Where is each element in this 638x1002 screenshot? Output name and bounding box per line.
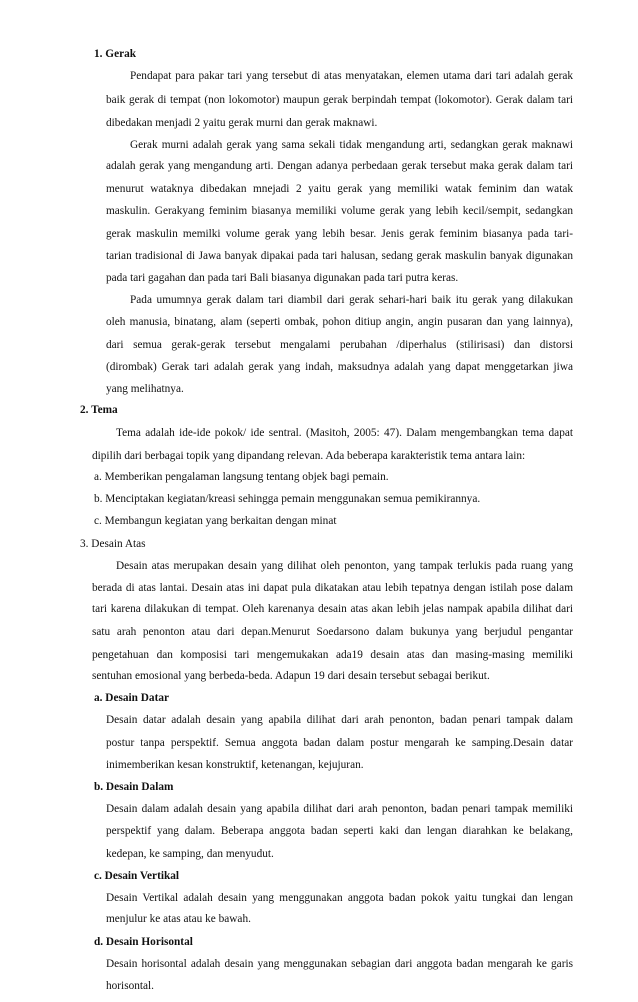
paragraph-line: menjulur ke atas atau ke bawah. bbox=[106, 913, 251, 926]
list-item: b. Menciptakan kegiatan/kreasi sehingga pemain menggunakan semua pemikirannya. bbox=[94, 493, 481, 506]
heading-gerak: 1. Gerak bbox=[94, 48, 137, 60]
paragraph-line: gerak maskulin memilki volume gerak yang lebih besar. Jenis gerak feminim biasanya pada tari- bbox=[106, 227, 573, 240]
paragraph-line: satu arah penonton atau dari depan.Menurut Soedarsono dalam bukunya yang berjudul pengantar bbox=[92, 625, 573, 638]
paragraph-line: (dirombak) Gerak tari adalah gerak yang indah, maksudnya adalah yang dapat menggetarkan jiwa bbox=[106, 360, 573, 373]
paragraph-line: yang melihatnya. bbox=[106, 383, 184, 395]
paragraph-line: kedepan, ke samping, dan menyudut. bbox=[106, 847, 274, 860]
paragraph-line: sentuhan emosional yang berbeda-beda. Adapun 19 dari desain tersebut sebagai berikut. bbox=[92, 670, 490, 682]
paragraph-line: oleh manusia, binatang, alam (seperti ombak, pohon ditiup angin, angin pusaran dan yang lainnya), bbox=[106, 315, 573, 328]
paragraph-line: tarian tradisional di Jawa banyak dipakai pada tari halusan, sedang gerak maskulin banyak digunakan bbox=[106, 249, 573, 262]
paragraph-line: Desain atas merupakan desain yang dilihat oleh penonton, yang tampak terlukis pada ruang yang bbox=[116, 559, 573, 572]
paragraph-line: Pendapat para pakar tari yang tersebut di atas menyatakan, elemen utama dari tari adalah gerak bbox=[130, 70, 573, 83]
heading-tema: 2. Tema bbox=[80, 404, 118, 417]
paragraph-line: tari karena dilakukan di tempat. Oleh karenanya desain atas akan lebih jelas nampak apabila dilihat dari bbox=[92, 603, 573, 616]
paragraph-line: Gerak murni adalah gerak yang sama sekali tidak mengandung arti, sedangkan gerak maknawi bbox=[130, 138, 573, 151]
paragraph-line: dipilih dari berbagai topik yang dipandang relevan. Ada beberapa karakteristik tema antara lain: bbox=[92, 449, 526, 462]
heading-desain-atas: 3. Desain Atas bbox=[80, 537, 146, 550]
paragraph-line: postur tanpa perspektif. Semua anggota badan dalam postur mengarah ke samping.Desain datar bbox=[106, 736, 573, 749]
paragraph-line: pada tari gagahan dan pada tari Bali biasanya digunakan pada tari putra keras. bbox=[106, 272, 459, 284]
paragraph-line: menurut wataknya dibedakan mnejadi 2 yaitu gerak yang memiliki watak feminim dan watak bbox=[106, 183, 573, 196]
paragraph-line: baik gerak di tempat (non lokomotor) maupun gerak berpindah tempat (lokomotor). Gerak dalam tari bbox=[106, 94, 573, 107]
paragraph-line: Desain dalam adalah desain yang apabila dilihat dari arah penonton, badan penari tampak memiliki bbox=[106, 803, 573, 816]
paragraph-line: inimemberikan kesan konstruktif, ketenangan, kejujuran. bbox=[106, 758, 364, 771]
subheading-desain-datar: a. Desain Datar bbox=[94, 692, 169, 705]
paragraph-line: Desain horisontal adalah desain yang menggunakan sebagian dari anggota badan mengarah ke garis bbox=[106, 957, 573, 970]
paragraph-line: pengetahuan dan komposisi tari mengemukakan ada19 desain atas dan masing-masing memiliki bbox=[92, 648, 573, 661]
paragraph-line: Pada umumnya gerak dalam tari diambil dari gerak sehari-hari baik itu gerak yang dilakukan bbox=[130, 294, 573, 307]
paragraph-line: Desain datar adalah desain yang apabila dilihat dari arah penonton, badan penari tampak dalam bbox=[106, 714, 573, 727]
list-item: a. Memberikan pengalaman langsung tentang objek bagi pemain. bbox=[94, 471, 389, 483]
paragraph-line: horisontal. bbox=[106, 980, 155, 992]
subheading-desain-vertikal: c. Desain Vertikal bbox=[94, 869, 180, 882]
paragraph-line: perspektif yang dalam. Beberapa anggota badan seperti kaki dan lengan diarahkan ke belakang, bbox=[106, 825, 573, 838]
paragraph-line: berada di atas lantai. Desain atas ini dapat pula dikatakan atau lebih tepatnya dengan istilah pose dalam bbox=[92, 582, 573, 594]
paragraph-line: adalah gerak yang mengandung arti. Dengan adanya perbedaan gerak tersebut maka gerak dalam tari bbox=[106, 160, 573, 172]
paragraph-line: Desain Vertikal adalah desain yang menggunakan anggota badan pokok yaitu tungkai dan lengan bbox=[106, 892, 573, 905]
paragraph-line: dari semua gerak-gerak tersebut mengalami perubahan /diperhalus (stilirisasi) dan distorsi bbox=[106, 338, 573, 351]
paragraph-line: maskulin. Gerakyang feminim biasanya memiliki volume gerak yang lebih kecil/sempit, sedangkan bbox=[106, 205, 573, 218]
list-item: c. Membangun kegiatan yang berkaitan dengan minat bbox=[94, 515, 337, 528]
subheading-desain-dalam: b. Desain Dalam bbox=[94, 781, 174, 793]
subheading-desain-horisontal: d. Desain Horisontal bbox=[94, 935, 193, 948]
paragraph-line: dibedakan menjadi 2 yaitu gerak murni dan gerak maknawi. bbox=[106, 117, 378, 130]
paragraph-line: Tema adalah ide-ide pokok/ ide sentral. (Masitoh, 2005: 47). Dalam mengembangkan tema dapat bbox=[116, 426, 573, 439]
